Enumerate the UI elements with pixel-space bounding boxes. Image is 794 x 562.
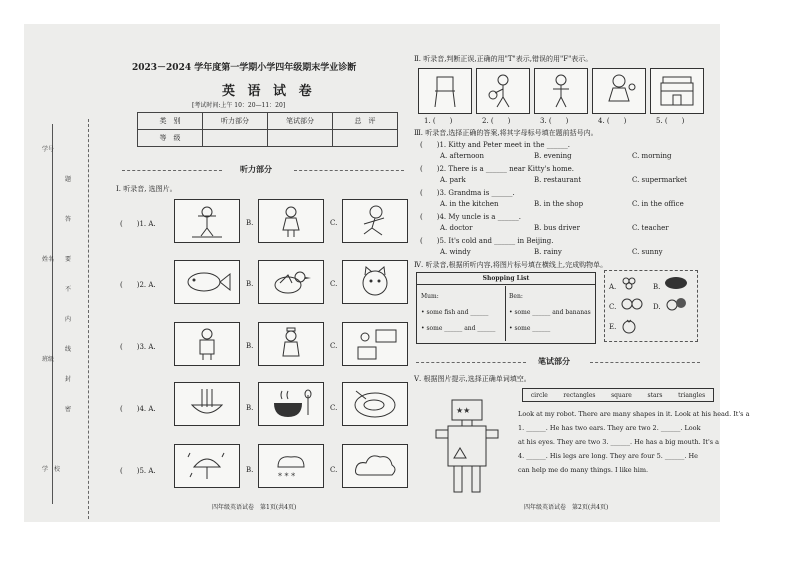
divider bbox=[590, 362, 700, 363]
part1-title: Ⅰ. 听录音, 选图片。 bbox=[116, 185, 177, 193]
part2-picture-2 bbox=[476, 68, 530, 114]
pic-label: C. bbox=[609, 303, 617, 311]
svg-text:* * *: * * * bbox=[278, 472, 296, 481]
question-number: ( )3. A. bbox=[120, 343, 156, 351]
option-b-label: B. bbox=[246, 219, 254, 227]
svg-text:★★: ★★ bbox=[456, 406, 471, 415]
passage-line[interactable]: 1. ______. He has two ears. They are two 2. ______. Look bbox=[518, 424, 701, 432]
option-c-picture[interactable] bbox=[342, 382, 408, 426]
ben-item[interactable]: • some ______ bbox=[509, 325, 551, 332]
part3-option: B. in the shop bbox=[534, 200, 584, 208]
writing-heading: 笔试部分 bbox=[538, 356, 570, 366]
part3-option: C. in the office bbox=[632, 200, 684, 208]
part2-picture-3 bbox=[534, 68, 588, 114]
pic-label: B. bbox=[653, 283, 661, 291]
ben-item[interactable]: • some ______ and bananas bbox=[509, 309, 591, 316]
score-header: 总 评 bbox=[333, 113, 398, 130]
part3-option: C. teacher bbox=[632, 224, 669, 232]
grade-cell[interactable] bbox=[203, 130, 268, 147]
question-number: ( )5. A. bbox=[120, 467, 156, 475]
part3-option: A. afternoon bbox=[440, 152, 485, 160]
part2-answer[interactable]: 1. ( ) bbox=[424, 117, 453, 125]
score-header: 听力部分 bbox=[203, 113, 268, 130]
seal-char: 要 bbox=[65, 256, 72, 263]
seal-char: 内 bbox=[65, 316, 72, 323]
exam-title: 2023－2024 学年度第一学期小学四年级期末学业诊断 bbox=[132, 63, 357, 73]
mum-item[interactable]: • some fish and ______ bbox=[421, 309, 489, 316]
score-header: 笔试部分 bbox=[268, 113, 333, 130]
page-footer: 四年级英语试卷 第1页(共4页) bbox=[212, 504, 297, 511]
part2-answer[interactable]: 2. ( ) bbox=[482, 117, 511, 125]
option-b-picture[interactable] bbox=[258, 382, 324, 426]
option-c-label: C. bbox=[330, 342, 338, 350]
word-option: circle bbox=[530, 391, 548, 399]
right-page bbox=[414, 24, 750, 522]
option-c-picture[interactable] bbox=[342, 444, 408, 488]
fish-icon bbox=[182, 265, 232, 299]
passage-line[interactable]: at his eyes. They are two 3. ______. He has a big mouth. It's a bbox=[518, 438, 720, 446]
part3-question[interactable]: ( )3. Grandma is ______. bbox=[420, 189, 515, 197]
food-pictures bbox=[604, 270, 698, 342]
word-option: triangles bbox=[678, 391, 706, 399]
part3-question[interactable]: ( )4. My uncle is a ______. bbox=[420, 213, 521, 221]
part2-title: Ⅱ. 听录音,判断正误,正确的用"T"表示,错误的用"F"表示。 bbox=[414, 55, 593, 63]
soup-icon bbox=[266, 387, 316, 421]
part3-option: C. morning bbox=[632, 152, 672, 160]
divider bbox=[122, 170, 222, 171]
exam-time: [考试时间:上午 10：20—11：20] bbox=[192, 102, 286, 109]
grade-label: 等 级 bbox=[138, 130, 203, 147]
oranges-icon bbox=[619, 295, 645, 313]
seal-char: 答 bbox=[65, 216, 72, 223]
part3-title: Ⅲ. 听录音,选择正确的答案,将其字母标号填在题前括号内。 bbox=[414, 129, 598, 137]
cloudy-icon bbox=[350, 449, 400, 483]
left-page bbox=[112, 24, 412, 522]
part2-picture-1 bbox=[418, 68, 472, 114]
subject-title: 英 语 试 卷 bbox=[222, 84, 316, 99]
option-b-label: B. bbox=[246, 342, 254, 350]
option-c-label: C. bbox=[330, 466, 338, 474]
name-label: 姓名 bbox=[42, 256, 55, 263]
part3-option: B. rainy bbox=[534, 248, 562, 256]
option-a-picture[interactable] bbox=[174, 382, 240, 426]
option-b-picture[interactable] bbox=[258, 199, 324, 243]
bird-icon bbox=[266, 265, 316, 299]
vegetables-icon bbox=[663, 295, 689, 313]
part3-question[interactable]: ( )2. There is a ______ near Kitty's home. bbox=[420, 165, 574, 173]
mum-item[interactable]: • some ______ and ______ bbox=[421, 325, 496, 332]
option-b-label: B. bbox=[246, 466, 254, 474]
part2-answer[interactable]: 5. ( ) bbox=[656, 117, 685, 125]
part3-option: C. sunny bbox=[632, 248, 663, 256]
part3-option: A. in the kitchen bbox=[440, 200, 499, 208]
boy-standing-icon bbox=[541, 73, 581, 109]
passage-line: Look at my robot. There are many shapes in it. Look at his head. It's a bbox=[518, 410, 750, 418]
shopping-list-title: Shopping List bbox=[417, 273, 595, 285]
doctor-icon bbox=[182, 327, 232, 361]
part3-question[interactable]: ( )5. It's cold and ______ in Beijing. bbox=[420, 237, 554, 245]
rainy-icon bbox=[182, 449, 232, 483]
chair-icon bbox=[425, 73, 465, 109]
seal-char: 密 bbox=[65, 406, 72, 413]
option-a-picture[interactable] bbox=[174, 322, 240, 366]
passage-line: can help me do many things. I like him. bbox=[518, 466, 649, 474]
part5-title: Ⅴ. 根据图片提示,选择正确单词填空。 bbox=[414, 375, 531, 383]
question-number: ( )4. A. bbox=[120, 405, 156, 413]
seal-char: 封 bbox=[65, 376, 72, 383]
class-label: 班级 bbox=[42, 356, 55, 363]
part2-picture-4 bbox=[592, 68, 646, 114]
passage-line[interactable]: 4. ______. His legs are long. They are four 5. ______. He bbox=[518, 452, 699, 460]
score-header: 类 别 bbox=[138, 113, 203, 130]
part3-option: C. supermarket bbox=[632, 176, 687, 184]
listening-heading: 听力部分 bbox=[240, 164, 272, 174]
word-option: square bbox=[611, 391, 632, 399]
grade-cell[interactable] bbox=[333, 130, 398, 147]
option-c-picture[interactable] bbox=[342, 260, 408, 304]
nurse-icon bbox=[266, 327, 316, 361]
cat-icon bbox=[350, 265, 400, 299]
number-label: 学号 bbox=[42, 146, 55, 153]
mum-label: Mum: bbox=[421, 293, 439, 300]
ben-label: Ben: bbox=[509, 293, 523, 300]
question-number: ( )2. A. bbox=[120, 281, 156, 289]
binding-margin bbox=[24, 24, 110, 522]
divider bbox=[294, 170, 404, 171]
word-option: rectangles bbox=[563, 391, 596, 399]
score-table bbox=[137, 112, 398, 147]
fish-dish-icon bbox=[350, 387, 400, 421]
part3-option: A. park bbox=[440, 176, 466, 184]
seal-line bbox=[88, 119, 89, 519]
girl-flower-icon bbox=[599, 73, 639, 109]
option-a-picture[interactable] bbox=[174, 260, 240, 304]
option-a-picture[interactable] bbox=[174, 444, 240, 488]
option-b-label: B. bbox=[246, 280, 254, 288]
pic-label: E. bbox=[609, 323, 617, 331]
option-a-picture[interactable] bbox=[174, 199, 240, 243]
margin-line bbox=[52, 124, 53, 504]
tomato-icon bbox=[619, 317, 639, 335]
noodles-icon bbox=[182, 387, 232, 421]
part2-picture-5 bbox=[650, 68, 704, 114]
option-c-label: C. bbox=[330, 404, 338, 412]
option-c-label: C. bbox=[330, 280, 338, 288]
page-footer: 四年级英语试卷 第2页(共4页) bbox=[524, 504, 609, 511]
part2-answer[interactable]: 4. ( ) bbox=[598, 117, 627, 125]
part3-question[interactable]: ( )1. Kitty and Peter meet in the ______. bbox=[420, 141, 570, 149]
option-c-picture[interactable] bbox=[342, 199, 408, 243]
grapes-icon bbox=[619, 275, 641, 293]
seal-char: 题 bbox=[65, 176, 72, 183]
option-c-label: C. bbox=[330, 219, 338, 227]
seal-char: 不 bbox=[65, 286, 72, 293]
part3-option: A. windy bbox=[440, 248, 471, 256]
grade-cell[interactable] bbox=[268, 130, 333, 147]
word-option: stars bbox=[647, 391, 663, 399]
tennis-boy-icon bbox=[483, 73, 523, 109]
option-b-picture[interactable] bbox=[258, 322, 324, 366]
option-b-picture[interactable] bbox=[258, 444, 324, 488]
seal-char: 线 bbox=[65, 346, 72, 353]
boy-exercising-icon bbox=[182, 204, 232, 238]
restaurant-icon bbox=[657, 73, 697, 109]
option-c-picture[interactable] bbox=[342, 322, 408, 366]
part2-answer[interactable]: 3. ( ) bbox=[540, 117, 569, 125]
teacher-icon bbox=[350, 327, 400, 361]
part3-option: B. bus driver bbox=[534, 224, 580, 232]
girl-icon bbox=[266, 204, 316, 238]
word-bank bbox=[522, 388, 714, 402]
part3-option: B. restaurant bbox=[534, 176, 582, 184]
part3-option: A. doctor bbox=[440, 224, 473, 232]
snowy-icon bbox=[266, 449, 316, 483]
pic-label: D. bbox=[653, 303, 661, 311]
part4-title: Ⅳ. 听录音,根据所听内容,将图片标号填在横线上,完成购物单。 bbox=[414, 261, 608, 269]
option-b-label: B. bbox=[246, 404, 254, 412]
shopping-list bbox=[416, 272, 596, 344]
meat-icon bbox=[663, 275, 689, 291]
part3-option: B. evening bbox=[534, 152, 572, 160]
exam-sheet bbox=[24, 24, 750, 522]
divider bbox=[416, 362, 526, 363]
boy-running-icon bbox=[350, 204, 400, 238]
pic-label: A. bbox=[609, 283, 617, 291]
question-number: ( )1. A. bbox=[120, 220, 156, 228]
shop-divider bbox=[505, 286, 506, 341]
school-label: 学 校 bbox=[42, 466, 61, 473]
robot-picture bbox=[432, 396, 502, 496]
option-b-picture[interactable] bbox=[258, 260, 324, 304]
